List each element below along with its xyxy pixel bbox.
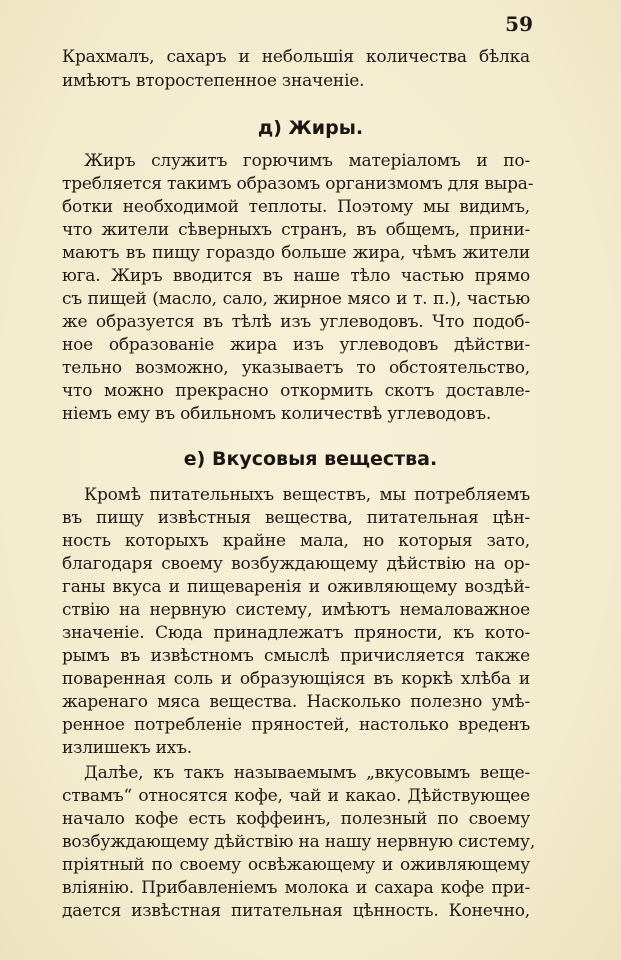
text-line: же образуется въ тѣлѣ изъ углеводовъ. Что подоб- (62, 312, 530, 332)
text-line: ное образованіе жира изъ углеводовъ дѣйстви- (62, 335, 530, 355)
text-line: ботки необходимой теплоты. Поэтому мы видимъ, (62, 197, 530, 217)
text-line: Жиръ служитъ горючимъ матеріаломъ и по- (84, 151, 530, 171)
text-line: ганы вкуса и пищеваренія и оживляющему воздѣй- (62, 577, 530, 597)
text-line: что жители сѣверныхъ странъ, въ общемъ, прини- (62, 220, 530, 240)
text-line: жаренаго мяса вещества. Насколько полезно умѣ- (62, 692, 530, 712)
text-line: ніемъ ему въ обильномъ количествѣ углеводовъ. (62, 404, 492, 424)
section-heading-flavor-substances: е) Вкусовыя вещества. (183, 448, 438, 470)
page-number: 59 (505, 12, 533, 36)
text-line: съ пищей (масло, сало, жирное мясо и т. п.), частью (62, 289, 530, 309)
text-line: имѣютъ второстепенное значеніе. (62, 71, 365, 91)
text-line: требляется такимъ образомъ организмомъ для выра- (62, 174, 534, 194)
text-line: поваренная соль и образующіяся въ коркѣ хлѣба и (62, 669, 530, 689)
text-line: благодаря своему возбуждающему дѣйствію на ор- (62, 554, 530, 574)
text-line: вліянію. Прибавленіемъ молока и сахара кофе при- (62, 878, 530, 898)
text-line: что можно прекрасно откормить скотъ доставле- (62, 381, 530, 401)
text-line: ствамъ“ относятся кофе, чай и какао. Дѣйствующее (62, 786, 530, 806)
text-line: значеніе. Сюда принадлежатъ пряности, къ кото- (62, 623, 530, 643)
text-line: ренное потребленіе пряностей, настолько вреденъ (62, 715, 530, 735)
text-line: излишекъ ихъ. (62, 738, 192, 758)
text-line: дается извѣстная питательная цѣнность. Конечно, (62, 901, 530, 921)
text-line: Далѣе, къ такъ называемымъ „вкусовымъ веще- (84, 763, 530, 783)
text-line: рымъ въ извѣстномъ смыслѣ причисляется также (62, 646, 530, 666)
text-line: юга. Жиръ вводится въ наше тѣло частью прямо (62, 266, 530, 286)
text-line: Крахмалъ, сахаръ и небольшія количества бѣлка (62, 47, 530, 67)
text-line: ствію на нервную систему, имѣютъ немаловажное (62, 600, 530, 620)
text-line: возбуждающему дѣйствію на нашу нервную систему, (62, 832, 536, 852)
text-line: тельно возможно, указываетъ то обстоятельство, (62, 358, 530, 378)
text-line: маютъ въ пищу гораздо больше жира, чѣмъ жители (62, 243, 530, 263)
text-line: Кромѣ питательныхъ веществъ, мы потребляемъ (84, 485, 530, 505)
text-line: въ пищу извѣстныя вещества, питательная цѣн- (62, 508, 530, 528)
section-heading-fats: д) Жиры. (257, 117, 364, 139)
text-line: пріятный по своему освѣжающему и оживляющему (62, 855, 530, 875)
text-line: ность которыхъ крайне мала, но которыя зато, (62, 531, 530, 551)
text-line: начало кофе есть коффеинъ, полезный по своему (62, 809, 530, 829)
